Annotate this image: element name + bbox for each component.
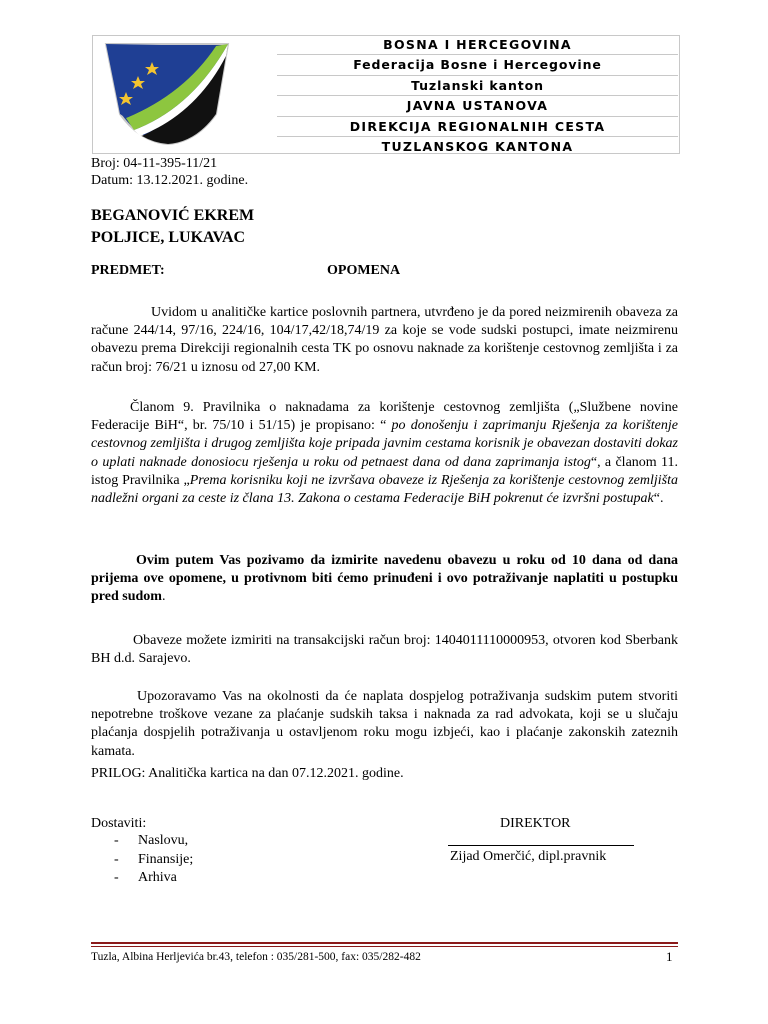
footer-divider <box>91 942 678 944</box>
list-item: - Finansije; <box>114 851 194 867</box>
footer-address: Tuzla, Albina Herljevića br.43, telefon : 035/281-500, fax: 035/282-482 <box>91 951 421 963</box>
attachment-note: PRILOG: Analitička kartica na dan 07.12.2021. godine. <box>91 766 404 781</box>
subject-label: PREDMET: <box>91 263 165 278</box>
letterhead-line: DIREKCIJA REGIONALNIH CESTA <box>277 117 678 137</box>
recipient-block <box>91 205 254 249</box>
legal-text: “. <box>653 491 664 507</box>
letterhead-line: Tuzlanski kanton <box>277 76 678 96</box>
page-number: 1 <box>666 949 673 964</box>
letterhead-line: TUZLANSKOG KANTONA <box>381 138 574 154</box>
demand-end: . <box>161 589 166 605</box>
letterhead-line: BOSNA I HERCEGOVINA <box>277 35 678 55</box>
legal-quote: Prema korisniku koji ne izvršava obaveze iz Rješenja za korištenje cestovnog zemljišta nadležni organi za ceste iz člana 13. Zakona o cestama Federacije BiH pokrenut će izvršni postupak <box>91 472 678 507</box>
footer-divider <box>91 946 678 947</box>
paragraph-bank-account: Obaveze možete izmiriti na transakcijski račun broj: 1404011110000953, otvoren kod Sberbank BH d.d. Sarajevo. <box>91 633 678 667</box>
list-item: - Arhiva <box>114 870 177 885</box>
paragraph-warning: Upozoravamo Vas na okolnosti da će naplata dospjelog potraživanja sudskim putem stvoriti nepotrebne troškove vezane za plaćanje sudskih taksa i naknada za rad advokata, koji se u slučaju plaćanja dospjelih potraživanja u ostavljenom roku mogu izbjeći, kao i plaćanje zakonskih zateznih kamata. <box>91 689 678 759</box>
signature-name: Zijad Omerčić, dipl.pravnik <box>450 849 607 864</box>
demand-text: Ovim putem Vas pozivamo da izmirite navedenu obavezu u roku od 10 dana od dana prijema ove opomene, u protivnom biti ćemo prinuđeni i ovo potraživanje naplatiti u postupku pred sudom <box>91 553 678 605</box>
paragraph-payment-demand <box>91 552 678 607</box>
subject-value: OPOMENA <box>327 263 401 278</box>
recipient-name: BEGANOVIĆ EKREM <box>91 207 255 224</box>
signature-title: DIREKTOR <box>500 816 571 831</box>
delivery-label: Dostaviti: <box>91 816 147 831</box>
legal-text: “, a članom 11. istog Pravilnika „ <box>91 454 678 488</box>
delivery-list <box>114 832 193 888</box>
document-date: Datum: 13.12.2021. godine. <box>91 173 249 188</box>
recipient-address: POLJICE, LUKAVAC <box>91 229 246 246</box>
coat-of-arms-logo <box>96 36 242 150</box>
paragraph-legal-basis <box>91 399 678 508</box>
document-number: Broj: 04-11-395-11/21 <box>91 156 218 171</box>
letterhead-titles <box>277 35 678 156</box>
paragraph-intro: Uvidom u analitičke kartice poslovnih partnera, utvrđeno je da pored neizmirenih obaveza za račune 244/14, 97/16, 224/16, 104/17,42/18,74/19 za koje se vode sudski postupci, imate neizmirenu obavezu prema Direkciji regionalnih cesta TK po osnovu naknade za korištenje cestovnog zemljišta i za račun broj: 76/21 u iznosu od 27,00 KM. <box>91 305 678 375</box>
legal-text: Članom 9. Pravilnika o naknadama za korištenje cestovnog zemljišta („Službene novine Federacije BiH“, br. 75/10 i 51/15) je propisano: “ <box>91 400 678 434</box>
legal-quote: po donošenju i zaprimanju Rješenja za korištenje cestovnog zemljišta i drugog zemljišta koje pripada javnim cestama korisnik je obavezan dostaviti dokaz o uplati naknade donosiocu rješenja u roku od petnaest dana od dana zaprimanja istog <box>91 418 678 470</box>
letterhead-line: JAVNA USTANOVA <box>277 96 678 116</box>
letterhead-line: Federacija Bosne i Hercegovine <box>277 55 678 75</box>
signature-line <box>448 845 634 846</box>
list-item: - Naslovu, <box>114 833 189 848</box>
